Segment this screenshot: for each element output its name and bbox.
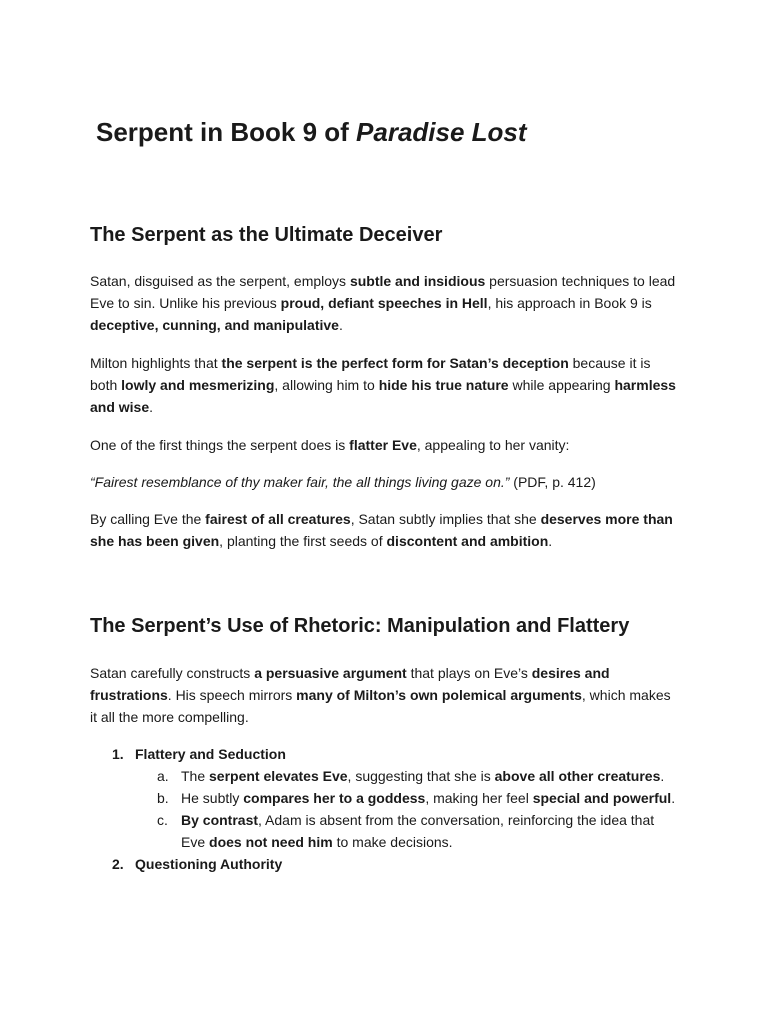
list-item — [90, 743, 690, 853]
paragraph-deceiver-intro: Satan, disguised as the serpent, employs subtle and insidious persuasion techniques to lead Eve to sin. Unlike his previous proud, defiant speeches in Hell, his approach in Book 9 is deceptive, cunning, and manipulative. — [90, 273, 676, 333]
paragraph-flatter-eve: One of the first things the serpent does is flatter Eve, appealing to her vanity: — [90, 437, 570, 453]
list-item — [90, 853, 690, 875]
paragraph-fairest: By calling Eve the fairest of all creatures, Satan subtly implies that she deserves more than she has been given, planting the first seeds of discontent and ambition. — [90, 511, 673, 549]
sub-list-item: b. He subtly compares her to a goddess, making her feel special and powerful. — [157, 790, 676, 806]
sub-list — [135, 765, 690, 853]
list-label: Flattery and Seduction — [135, 746, 286, 762]
paragraph-perfect-form: Milton highlights that the serpent is the perfect form for Satan’s deception because it is both lowly and mesmerizing, allowing him to hide his true nature while appearing harmless and wise. — [90, 355, 676, 415]
quote-text: “Fairest resemblance of thy maker fair, the all things living gaze on.” — [90, 474, 510, 490]
title-italic: Paradise Lost — [356, 117, 527, 147]
list-number: 1. — [112, 746, 124, 762]
quote-reference: (PDF, p. 412) — [509, 474, 596, 490]
section-heading-deceiver: The Serpent as the Ultimate Deceiver — [90, 224, 443, 246]
quote-line — [90, 471, 680, 493]
section-heading-rhetoric: The Serpent’s Use of Rhetoric: Manipulation and Flattery — [90, 615, 630, 637]
paragraph-rhetoric-intro: Satan carefully constructs a persuasive argument that plays on Eve’s desires and frustrations. His speech mirrors many of Milton’s own polemical arguments, which makes it all the more compelling. — [90, 665, 671, 725]
list-number: 2. — [112, 856, 124, 872]
document-title — [96, 114, 736, 150]
title-main: Serpent in Book 9 of — [96, 117, 357, 147]
sub-list-item: c. By contrast, Adam is absent from the conversation, reinforcing the idea that Eve does not need him to make decisions. — [157, 812, 655, 850]
rhetoric-list — [90, 743, 690, 875]
sub-list-item: a. The serpent elevates Eve, suggesting that she is above all other creatures. — [157, 768, 665, 784]
list-label: Questioning Authority — [135, 856, 283, 872]
